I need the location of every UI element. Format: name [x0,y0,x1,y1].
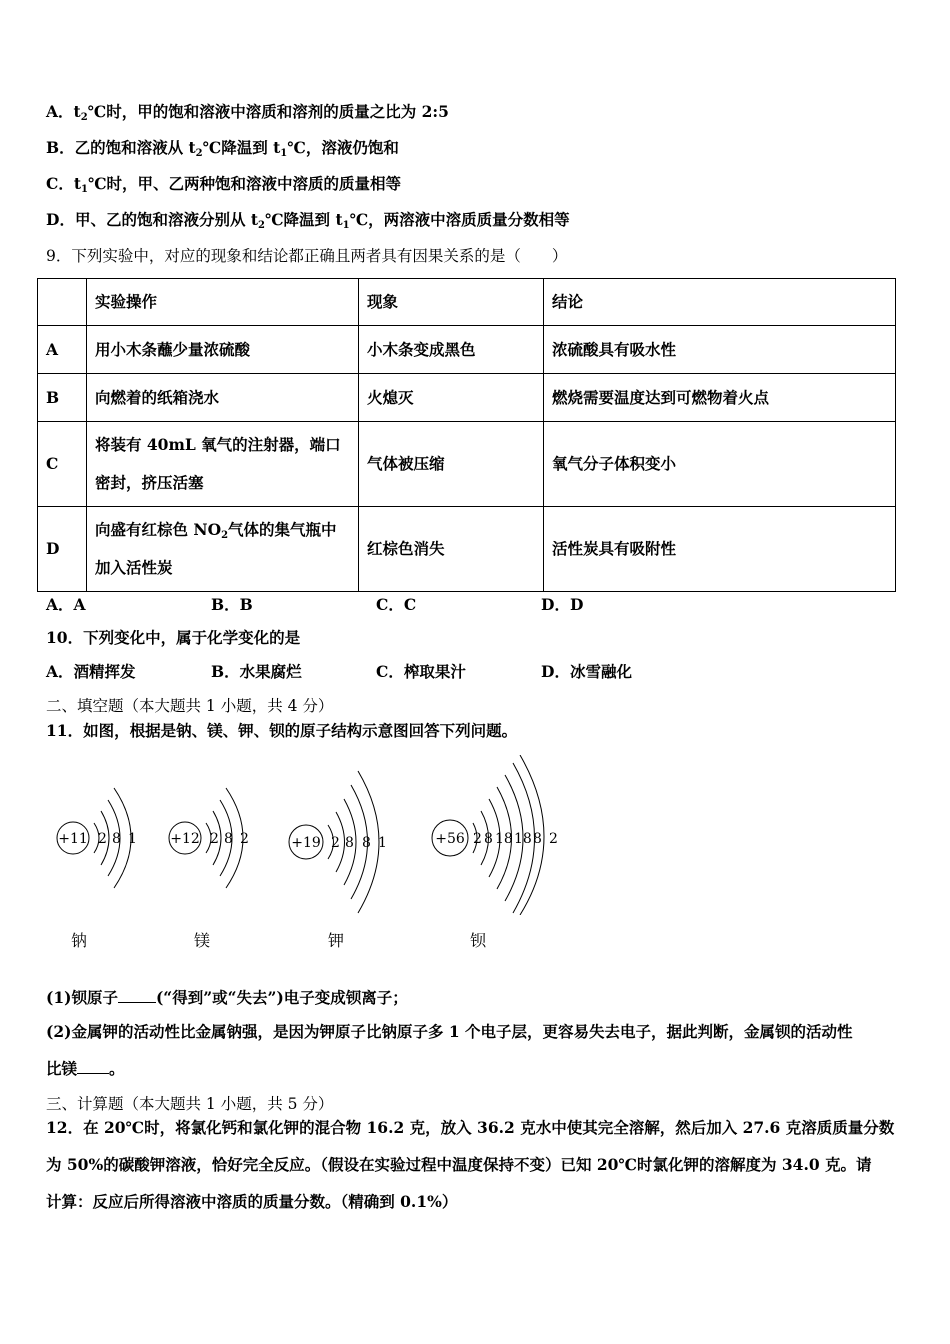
shell-count: 2 [98,831,107,847]
q8-option-c[interactable]: C．$t_1℃$时，甲、乙两种饱和溶液中溶质的质量相等 [46,174,402,195]
shell-count: 2 [210,831,219,847]
section-heading-calculation: 三、计算题（本大题共 1 小题，共 5 分） [46,1095,334,1113]
shell-count: 18 [514,831,532,847]
shell-count: 2 [473,831,482,847]
shell-count: 2 [549,831,558,847]
q10-option-a[interactable]: A．酒精挥发 [46,662,136,681]
q11-stem: 11．如图，根据是钠、镁、钾、钡的原子结构示意图回答下列问题。 [46,721,518,740]
q11-sub1: (1)钡原子 (“得到”或“失去”)电子变成钡离子； [46,988,408,1007]
shell-count: 8 [484,831,493,847]
row-conclusion: 浓硫酸具有吸水性 [544,326,896,374]
table-header-cell: 现象 [359,279,544,326]
nucleus-label: +19 [291,835,321,851]
q9-stem: 9．下列实验中，对应的现象和结论都正确且两者具有因果关系的是（ ） [46,247,568,265]
row-operation: 向燃着的纸箱浇水 [87,374,359,422]
shell-count: 1 [378,835,387,851]
section-heading-fill-in: 二、填空题（本大题共 1 小题，共 4 分） [46,697,334,715]
atom-name-magnesium: 镁 [194,931,211,950]
experiment-table [37,278,896,592]
shell-count: 2 [331,835,340,851]
row-operation: 将装有 40mL 氧气的注射器，端口 密封，挤压活塞 [87,422,359,507]
q9-option-b[interactable]: B．B [211,595,253,614]
q9-option-a[interactable]: A．A [46,595,86,614]
q10-option-d[interactable]: D．冰雪融化 [541,662,632,681]
row-operation: 用小木条蘸少量浓硫酸 [87,326,359,374]
q11-sub2-line2: 比镁 。 [46,1059,125,1078]
row-operation: 向盛有红棕色 $NO_2$气体的集气瓶中 加入活性炭 [87,507,359,592]
q9-option-d[interactable]: D．D [541,595,584,614]
table-header-cell: 实验操作 [87,279,359,326]
q12-line3: 计算：反应后所得溶液中溶质的质量分数。（精确到 0.1%） [46,1192,458,1211]
q8-option-b[interactable]: B．乙的饱和溶液从 $t_2℃$降温到 $t_1℃$，溶液仍饱和 [46,138,399,159]
row-phenomenon: 红棕色消失 [359,507,544,592]
q10-stem: 10．下列变化中，属于化学变化的是 [46,628,301,647]
shell-count: 8 [362,835,371,851]
q12-line1: 12．在 20℃时，将氯化钙和氯化钾的混合物 16.2 克，放入 36.2 克水中使其完全溶解，然后加入 27.6 克溶质质量分数 [46,1118,895,1137]
atom-diagrams [40,755,580,915]
q8-option-d[interactable]: D．甲、乙的饱和溶液分别从 $t_2℃$降温到 $t_1℃$，两溶液中溶质质量分数相等 [46,210,570,231]
answer-blank[interactable] [118,988,156,1003]
shell-count: 2 [240,831,249,847]
row-key: B [38,374,87,422]
table-header-cell [38,279,87,326]
row-key: C [38,422,87,507]
row-phenomenon: 气体被压缩 [359,422,544,507]
row-phenomenon: 火熄灭 [359,374,544,422]
answer-blank[interactable] [77,1059,109,1074]
row-phenomenon: 小木条变成黑色 [359,326,544,374]
q10-option-b[interactable]: B．水果腐烂 [211,662,302,681]
row-conclusion: 燃烧需要温度达到可燃物着火点 [544,374,896,422]
q9-option-c[interactable]: C．C [376,595,417,614]
atom-name-sodium: 钠 [71,931,88,950]
atom-name-potassium: 钾 [328,931,345,950]
shell-count: 1 [128,831,137,847]
table-row [38,326,896,374]
nucleus-label: +12 [170,831,200,847]
table-row [38,374,896,422]
nucleus-label: +56 [435,831,465,847]
shell-count: 18 [495,831,513,847]
table-header-row [38,279,896,326]
table-row [38,422,896,507]
row-key: D [38,507,87,592]
row-key: A [38,326,87,374]
q10-option-c[interactable]: C．榨取果汁 [376,662,466,681]
nucleus-label: +11 [58,831,88,847]
row-conclusion: 活性炭具有吸附性 [544,507,896,592]
shell-count: 8 [112,831,121,847]
shell-count: 8 [533,831,542,847]
table-header-cell: 结论 [544,279,896,326]
row-conclusion: 氧气分子体积变小 [544,422,896,507]
atom-name-barium: 钡 [470,931,487,950]
q12-line2: 为 50%的碳酸钾溶液，恰好完全反应。（假设在实验过程中温度保持不变）已知 20℃时氯化钾的溶解度为 34.0 克。请 [46,1155,872,1174]
shell-count: 8 [224,831,233,847]
q8-option-a[interactable]: A．$t_2℃$时，甲的饱和溶液中溶质和溶剂的质量之比为 2:5 [46,102,449,123]
shell-count: 8 [345,835,354,851]
q11-sub2-line1: (2)金属钾的活动性比金属钠强，是因为钾原子比钠原子多 1 个电子层，更容易失去电子，据此判断，金属钡的活动性 [46,1022,853,1041]
table-row [38,507,896,592]
